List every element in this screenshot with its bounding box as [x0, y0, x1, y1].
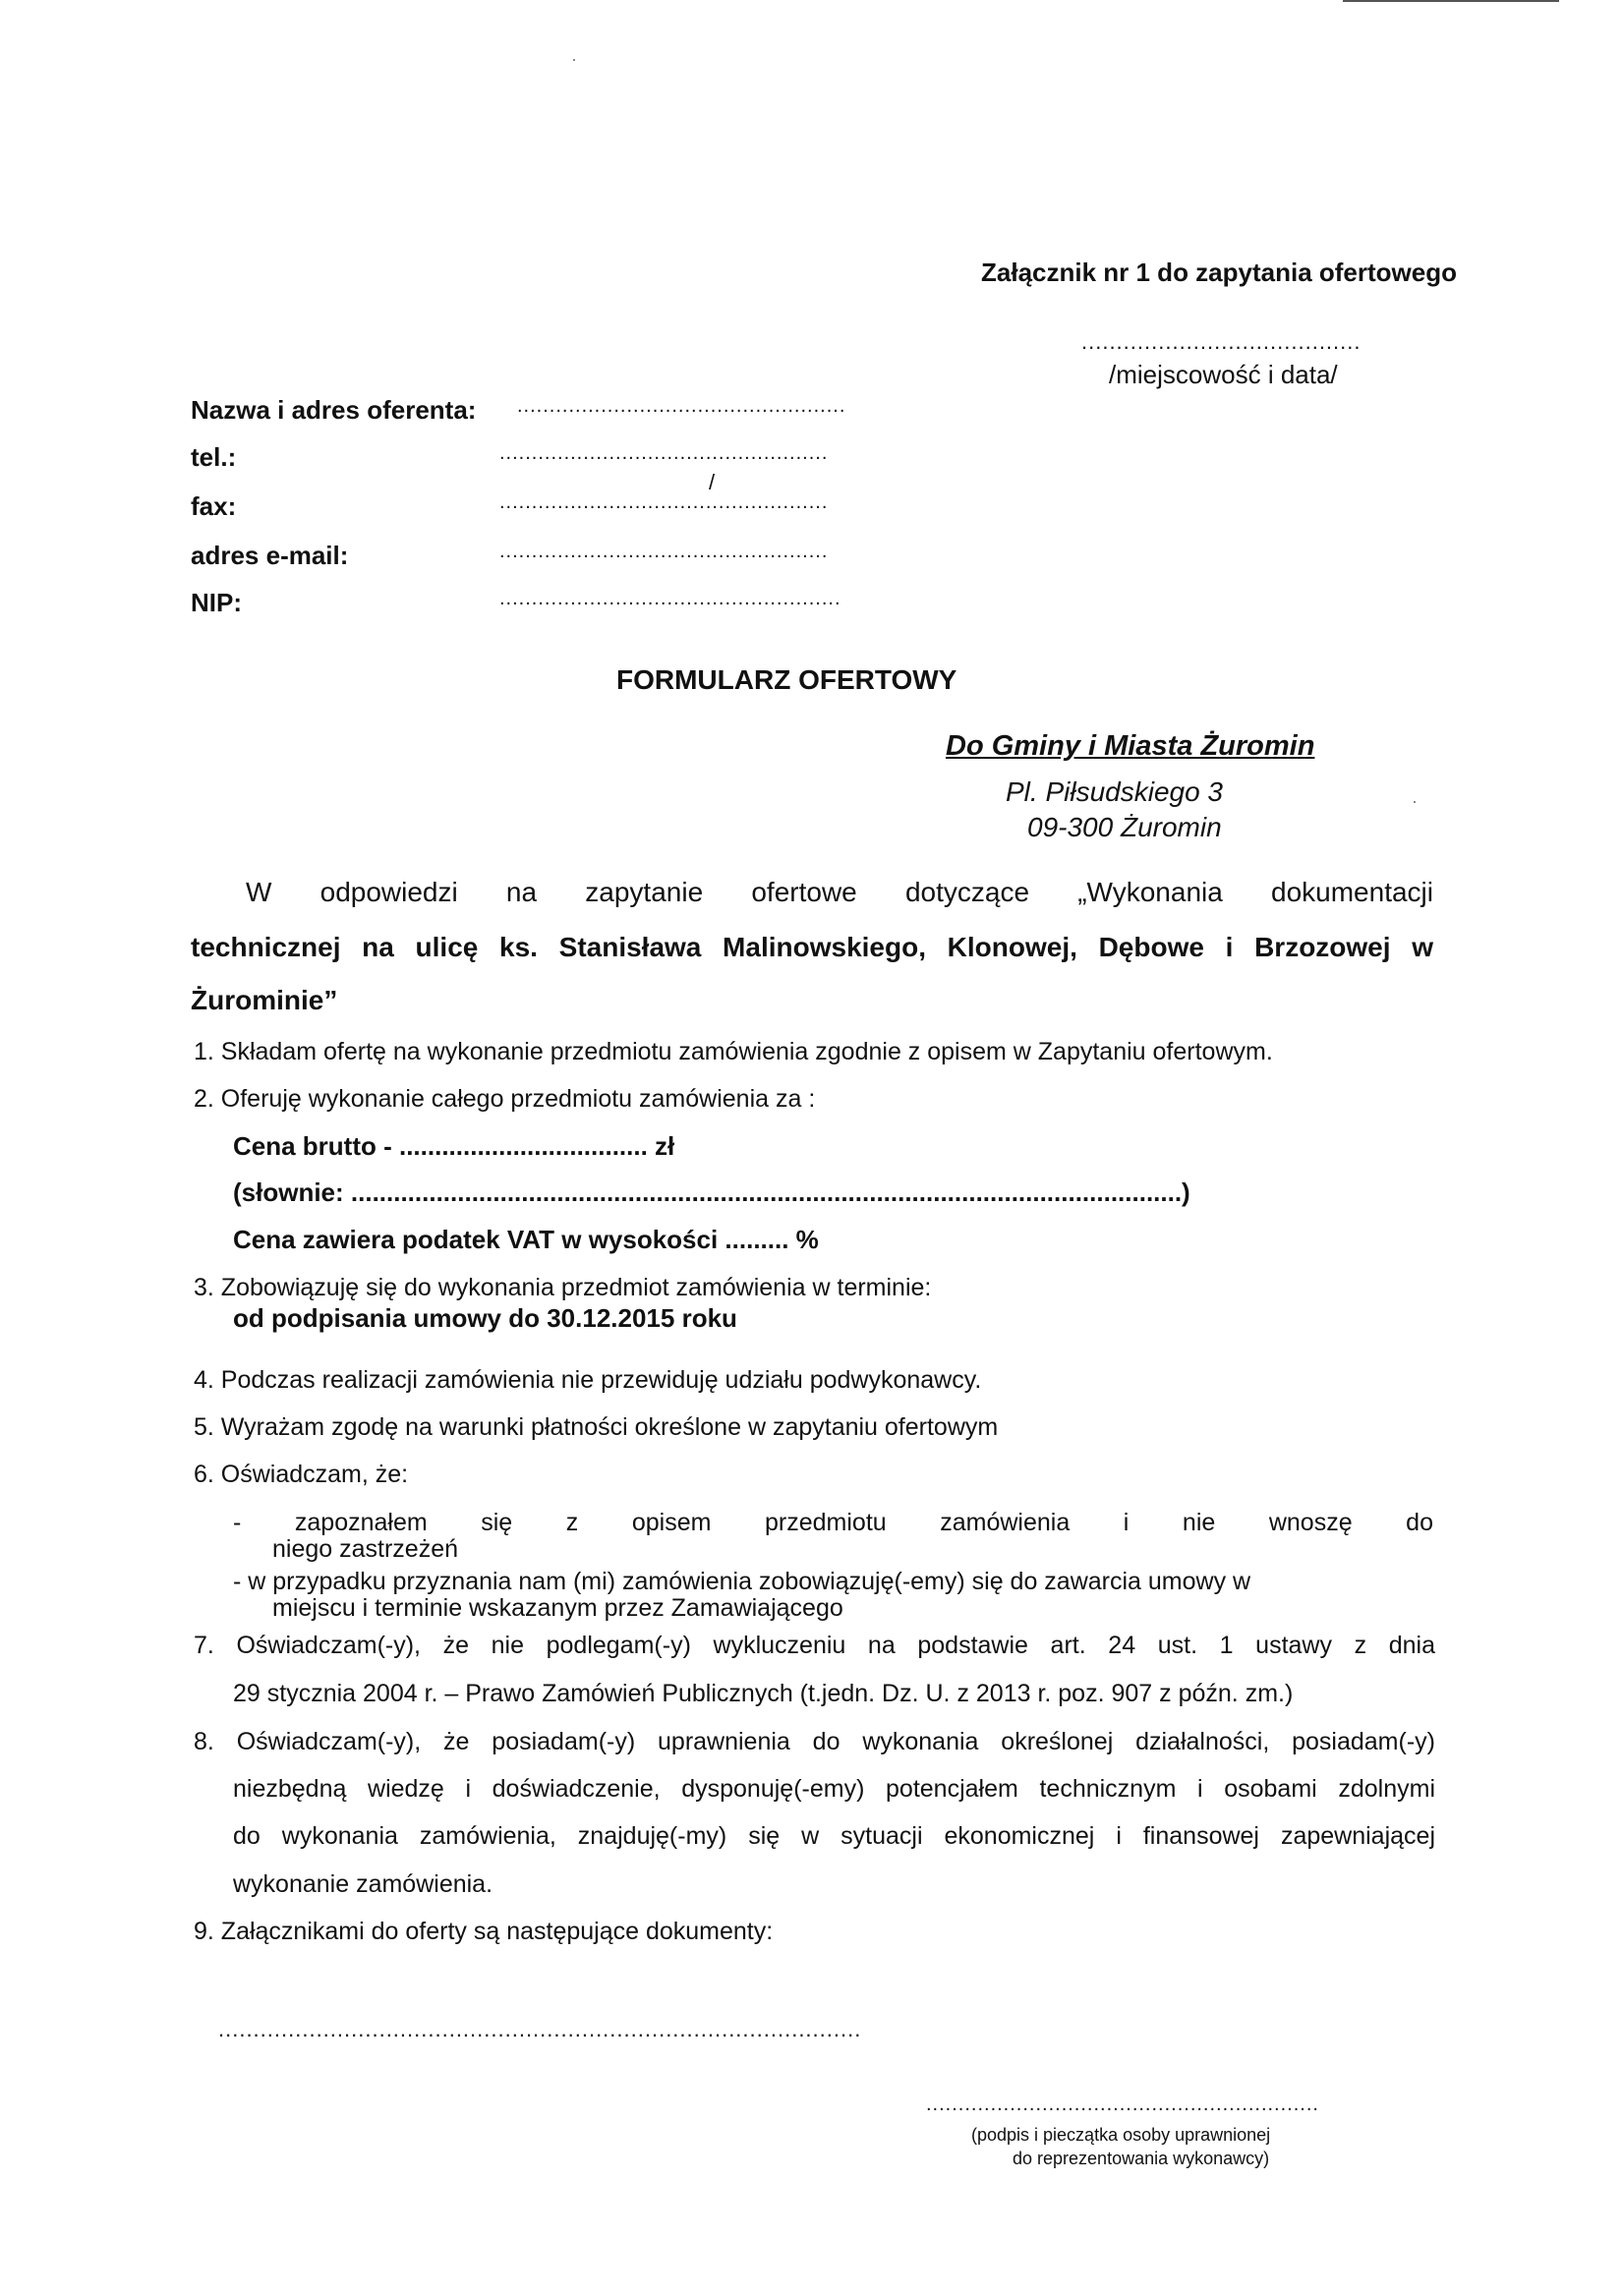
item-6: 6. Oświadczam, że: [194, 1461, 409, 1488]
item-7-line-1 [194, 1632, 1435, 1660]
recipient-city: 09-300 Żuromin [1027, 812, 1222, 842]
item-9: 9. Załącznikami do oferty są następujące dokumenty: [194, 1918, 774, 1945]
item-7-line-1-text: 7. Oświadczam(-y), że nie podlegam(-y) wykluczeniu na podstawie art. 24 ust. 1 ustawy z dnia [194, 1632, 1435, 1659]
intro-line-1-text: W odpowiedzi na zapytanie ofertowe dotyczące „Wykonania dokumentacji [246, 877, 1433, 907]
attachment-title: Załącznik nr 1 do zapytania ofertowego [981, 258, 1457, 287]
form-title: FORMULARZ OFERTOWY [616, 664, 957, 695]
email-field[interactable]: ................................................... [499, 541, 829, 562]
signature-label-1: (podpis i pieczątka osoby uprawnionej [971, 2125, 1271, 2145]
intro-line-2 [191, 932, 1433, 963]
tel-label: tel.: [191, 442, 237, 472]
item-8-line-1-text: 8. Oświadczam(-y), że posiadam(-y) uprawnienia do wykonania określonej działalności, posiadam(-y) [194, 1728, 1435, 1755]
item-6a-line-1-text: - zapoznałem się z opisem przedmiotu zamówienia i nie wnoszę do [233, 1509, 1433, 1536]
intro-line-3: Żurominie” [191, 985, 338, 1015]
item-8-line-1 [194, 1728, 1435, 1756]
vat-rate-field[interactable]: Cena zawiera podatek VAT w wysokości ......... % [233, 1225, 819, 1254]
intro-line-1 [246, 877, 1433, 908]
fax-field[interactable]: ................................................... [499, 491, 829, 513]
nip-field[interactable]: ..................................................... [499, 588, 841, 609]
fax-label: fax: [191, 491, 237, 521]
tel-field[interactable]: ................................................... [499, 442, 829, 464]
recipient-name: Do Gminy i Miasta Żuromin [946, 730, 1315, 762]
price-in-words-field[interactable]: (słownie: .....................................................................................................................) [233, 1177, 1190, 1207]
item-1: 1. Składam ofertę na wykonanie przedmiotu zamówienia zgodnie z opisem w Zapytaniu ofertowym. [194, 1038, 1273, 1065]
item-4: 4. Podczas realizacji zamówienia nie przewiduję udziału podwykonawcy. [194, 1366, 982, 1394]
item-5: 5. Wyrażam zgodę na warunki płatności określone w zapytaniu ofertowym [194, 1413, 999, 1441]
bidder-name-label: Nazwa i adres oferenta: [191, 395, 477, 425]
scan-speck [573, 59, 575, 61]
bidder-name-field[interactable]: ................................................... [517, 395, 846, 417]
item-3: 3. Zobowiązuję się do wykonania przedmiot zamówienia w terminie: [194, 1274, 932, 1301]
item-8-line-2-text: niezbędną wiedzę i doświadczenie, dysponuję(-emy) potencjałem technicznym i osobami zdolnymi [233, 1775, 1435, 1803]
intro-line-2-text: technicznej na ulicę ks. Stanisława Malinowskiego, Klonowej, Dębowe i Brzozowej w [191, 932, 1433, 962]
top-edge-line [1343, 0, 1559, 2]
place-date-dots: ........................................ [1081, 329, 1362, 354]
item-8-line-3-text: do wykonania zamówienia, znajduję(-my) się w sytuacji ekonomicznej i finansowej zapewniającej [233, 1822, 1435, 1850]
item-6b-line-2: miejscu i terminie wskazanym przez Zamawiającego [272, 1594, 843, 1622]
nip-label: NIP: [191, 588, 242, 617]
scan-speck [1414, 801, 1416, 803]
item-2: 2. Oferuję wykonanie całego przedmiotu zamówienia za : [194, 1085, 816, 1113]
item-6b-line-1: - w przypadku przyznania nam (mi) zamówienia zobowiązuję(-emy) się do zawarcia umowy w [233, 1568, 1251, 1595]
item-8-line-3 [233, 1822, 1435, 1851]
email-label: adres e-mail: [191, 541, 349, 570]
item-6a-line-1 [233, 1509, 1433, 1537]
item-8-line-4: wykonanie zamówienia. [233, 1870, 493, 1898]
item-8-line-2 [233, 1775, 1435, 1804]
item-3-deadline: od podpisania umowy do 30.12.2015 roku [233, 1303, 737, 1333]
signature-field[interactable]: ............................................................. [926, 2094, 1319, 2115]
item-7-line-2: 29 stycznia 2004 r. – Prawo Zamówień Publicznych (t.jedn. Dz. U. z 2013 r. poz. 907 z późn. zm.) [233, 1680, 1294, 1707]
place-date-label: /miejscowość i data/ [1109, 360, 1338, 389]
signature-label-2: do reprezentowania wykonawcy) [1013, 2149, 1270, 2168]
item-6a-line-2: niego zastrzeżeń [272, 1535, 459, 1563]
recipient-street: Pl. Piłsudskiego 3 [1006, 776, 1224, 807]
gross-price-field[interactable]: Cena brutto - ................................... zł [233, 1131, 675, 1161]
stray-mark: / [709, 470, 716, 494]
attachments-field[interactable]: ............................................................................................ [218, 2017, 862, 2041]
